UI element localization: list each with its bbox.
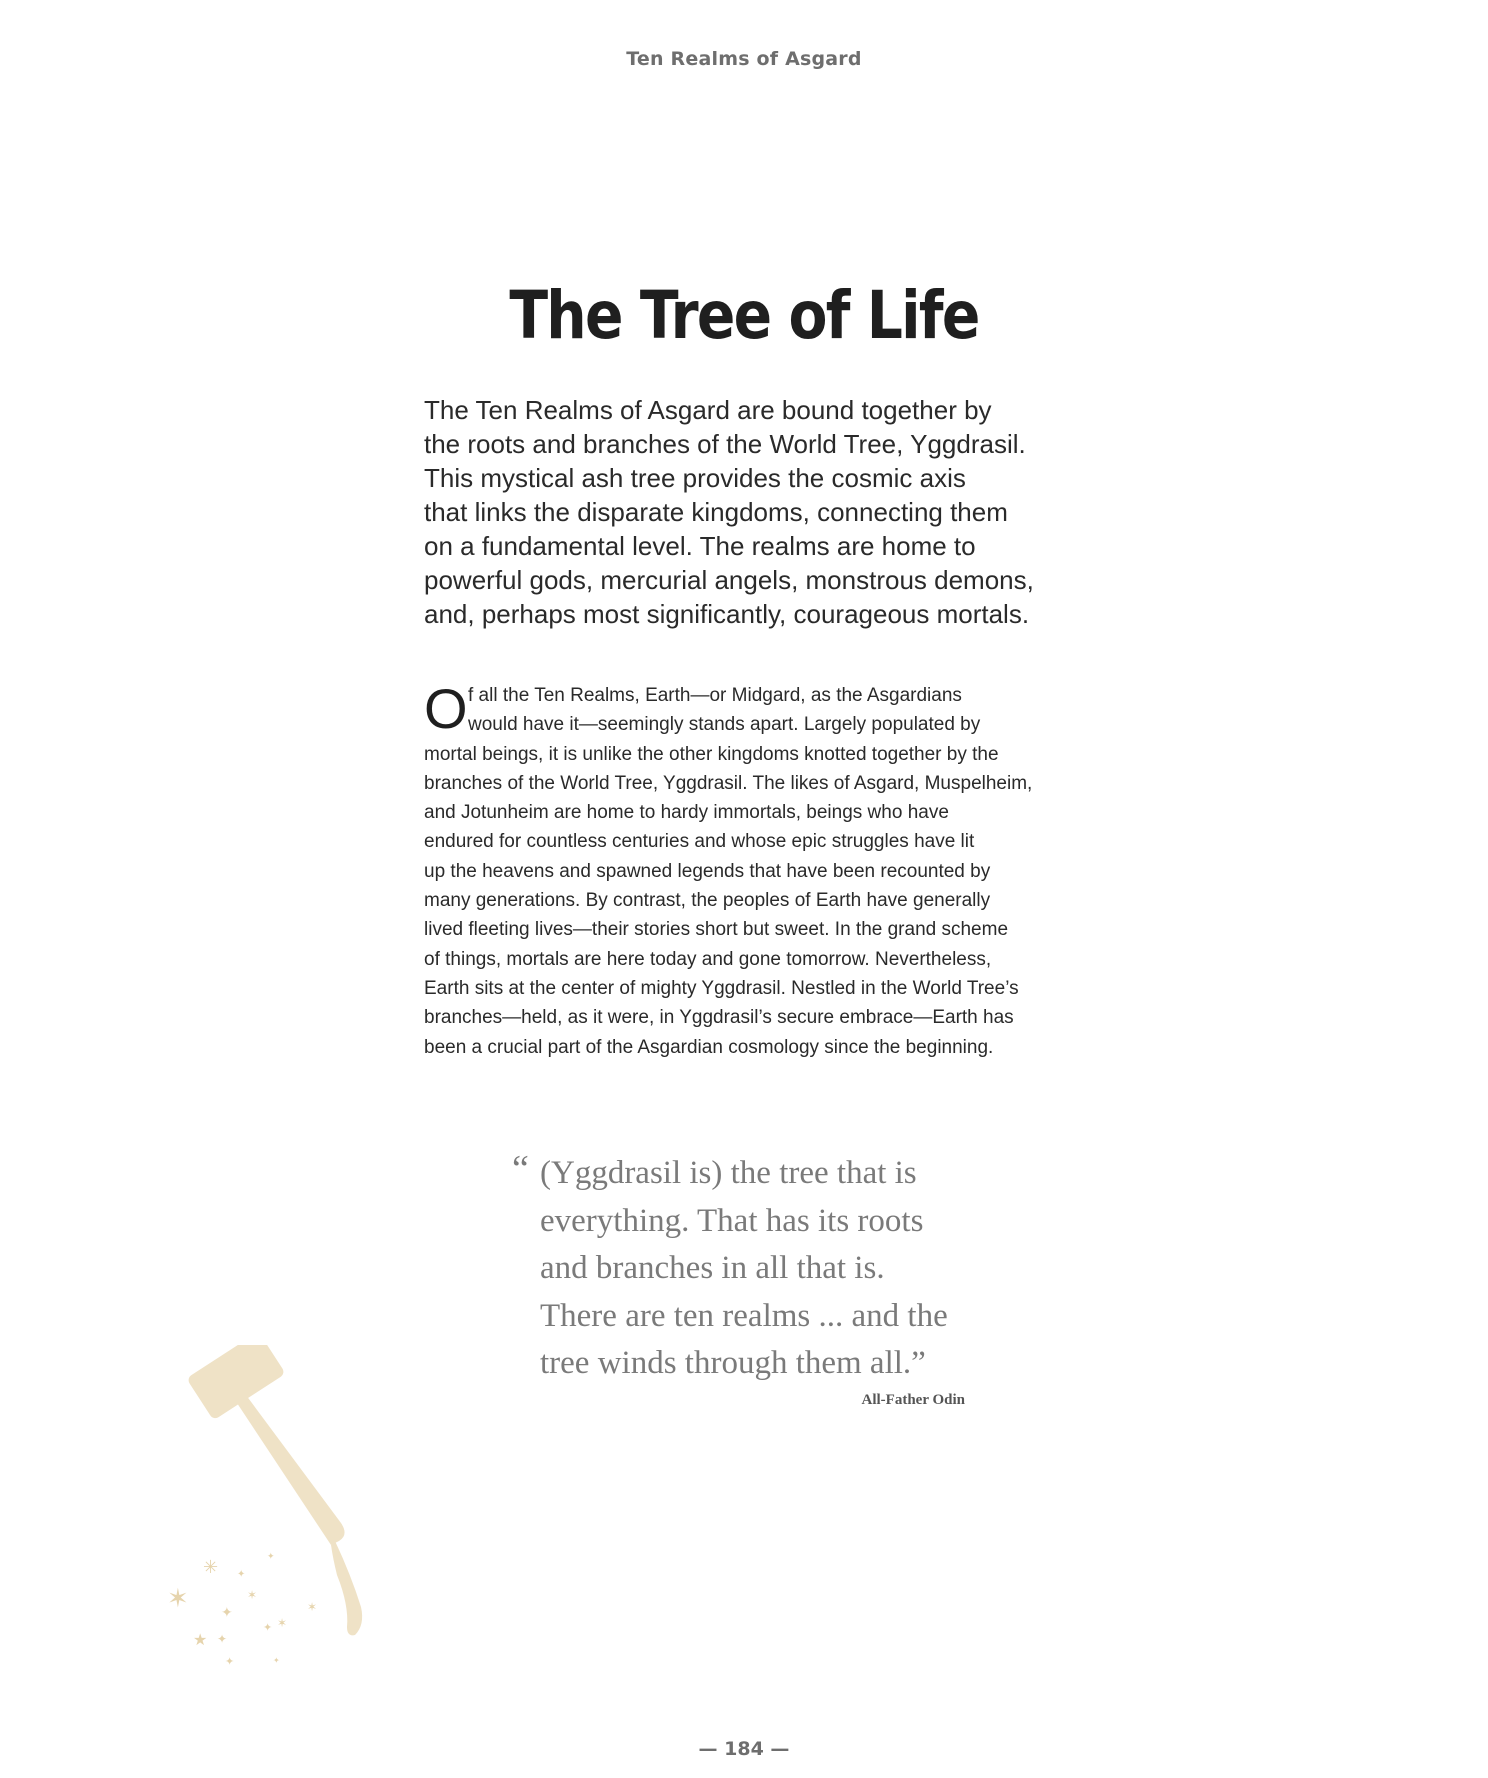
svg-text:✳: ✳ [203, 1557, 219, 1577]
intro-line: The Ten Realms of Asgard are bound together by [424, 395, 992, 425]
body-line: endured for countless centuries and whose epic struggles have lit [424, 831, 975, 853]
svg-text:✦: ✦ [237, 1569, 246, 1580]
svg-text:✦: ✦ [221, 1606, 233, 1621]
sparkle-icon [167, 1551, 317, 1668]
body-line: of things, mortals are here today and gone tomorrow. Nevertheless, [424, 948, 992, 970]
intro-line: on a fundamental level. The realms are home to [424, 531, 976, 561]
body-line: branches of the World Tree, Yggdrasil. The likes of Asgard, Muspelheim, [424, 772, 1033, 794]
intro-line: This mystical ash tree provides the cosmic axis [424, 463, 966, 493]
svg-text:✶: ✶ [247, 1588, 258, 1602]
intro-line: and, perhaps most significantly, courageous mortals. [424, 599, 1030, 629]
hammer-icon [186, 1345, 362, 1635]
svg-text:✦: ✦ [267, 1551, 275, 1561]
body-line: lived fleeting lives—their stories short but sweet. In the grand scheme [424, 919, 1009, 941]
svg-text:✶: ✶ [307, 1600, 318, 1614]
hammer-illustration [155, 1345, 405, 1675]
svg-text:✶: ✶ [277, 1616, 288, 1630]
body-line: and Jotunheim are home to hardy immortals, beings who have [424, 802, 949, 824]
body-line: many generations. By contrast, the peoples of Earth have generally [424, 890, 991, 912]
intro-paragraph [424, 393, 1094, 631]
body-line: would have it—seemingly stands apart. Largely populated by [468, 714, 981, 736]
quote-line: tree winds through them all.” [540, 1345, 926, 1381]
intro-line: the roots and branches of the World Tree, Yggdrasil. [424, 429, 1026, 459]
open-quote-mark: “ [512, 1148, 529, 1190]
running-head: Ten Realms of Asgard [626, 48, 862, 70]
quote-attribution: All-Father Odin [861, 1392, 965, 1408]
page-number: — 184 — [698, 1738, 790, 1760]
drop-cap: O [424, 677, 468, 740]
svg-text:✶: ✶ [167, 1584, 189, 1613]
quote-line: There are ten realms ... and the [540, 1297, 948, 1334]
svg-text:★: ★ [193, 1632, 208, 1649]
quote-line: and branches in all that is. [540, 1250, 885, 1286]
page-title: The Tree of Life [509, 277, 979, 354]
quote-line: (Yggdrasil is) the tree that is [540, 1155, 917, 1191]
svg-text:✦: ✦ [225, 1656, 235, 1668]
svg-text:✦: ✦ [217, 1632, 228, 1646]
intro-line: powerful gods, mercurial angels, monstrous demons, [424, 565, 1034, 595]
body-line: mortal beings, it is unlike the other kingdoms knotted together by the [424, 743, 999, 765]
body-line: f all the Ten Realms, Earth—or Midgard, as the Asgardians [468, 685, 962, 706]
body-line: branches—held, as it were, in Yggdrasil’s secure embrace—Earth has [424, 1007, 1014, 1029]
body-line: up the heavens and spawned legends that have been recounted by [424, 860, 991, 882]
body-paragraph [424, 677, 1094, 1062]
body-line: been a crucial part of the Asgardian cosmology since the beginning. [424, 1036, 994, 1058]
svg-text:✦: ✦ [263, 1622, 273, 1634]
quote-line: everything. That has its roots [540, 1202, 924, 1239]
intro-line: that links the disparate kingdoms, connecting them [424, 497, 1008, 527]
svg-text:✦: ✦ [273, 1656, 280, 1665]
pull-quote [512, 1150, 1032, 1388]
body-line: Earth sits at the center of mighty Yggdrasil. Nestled in the World Tree’s [424, 977, 1019, 999]
